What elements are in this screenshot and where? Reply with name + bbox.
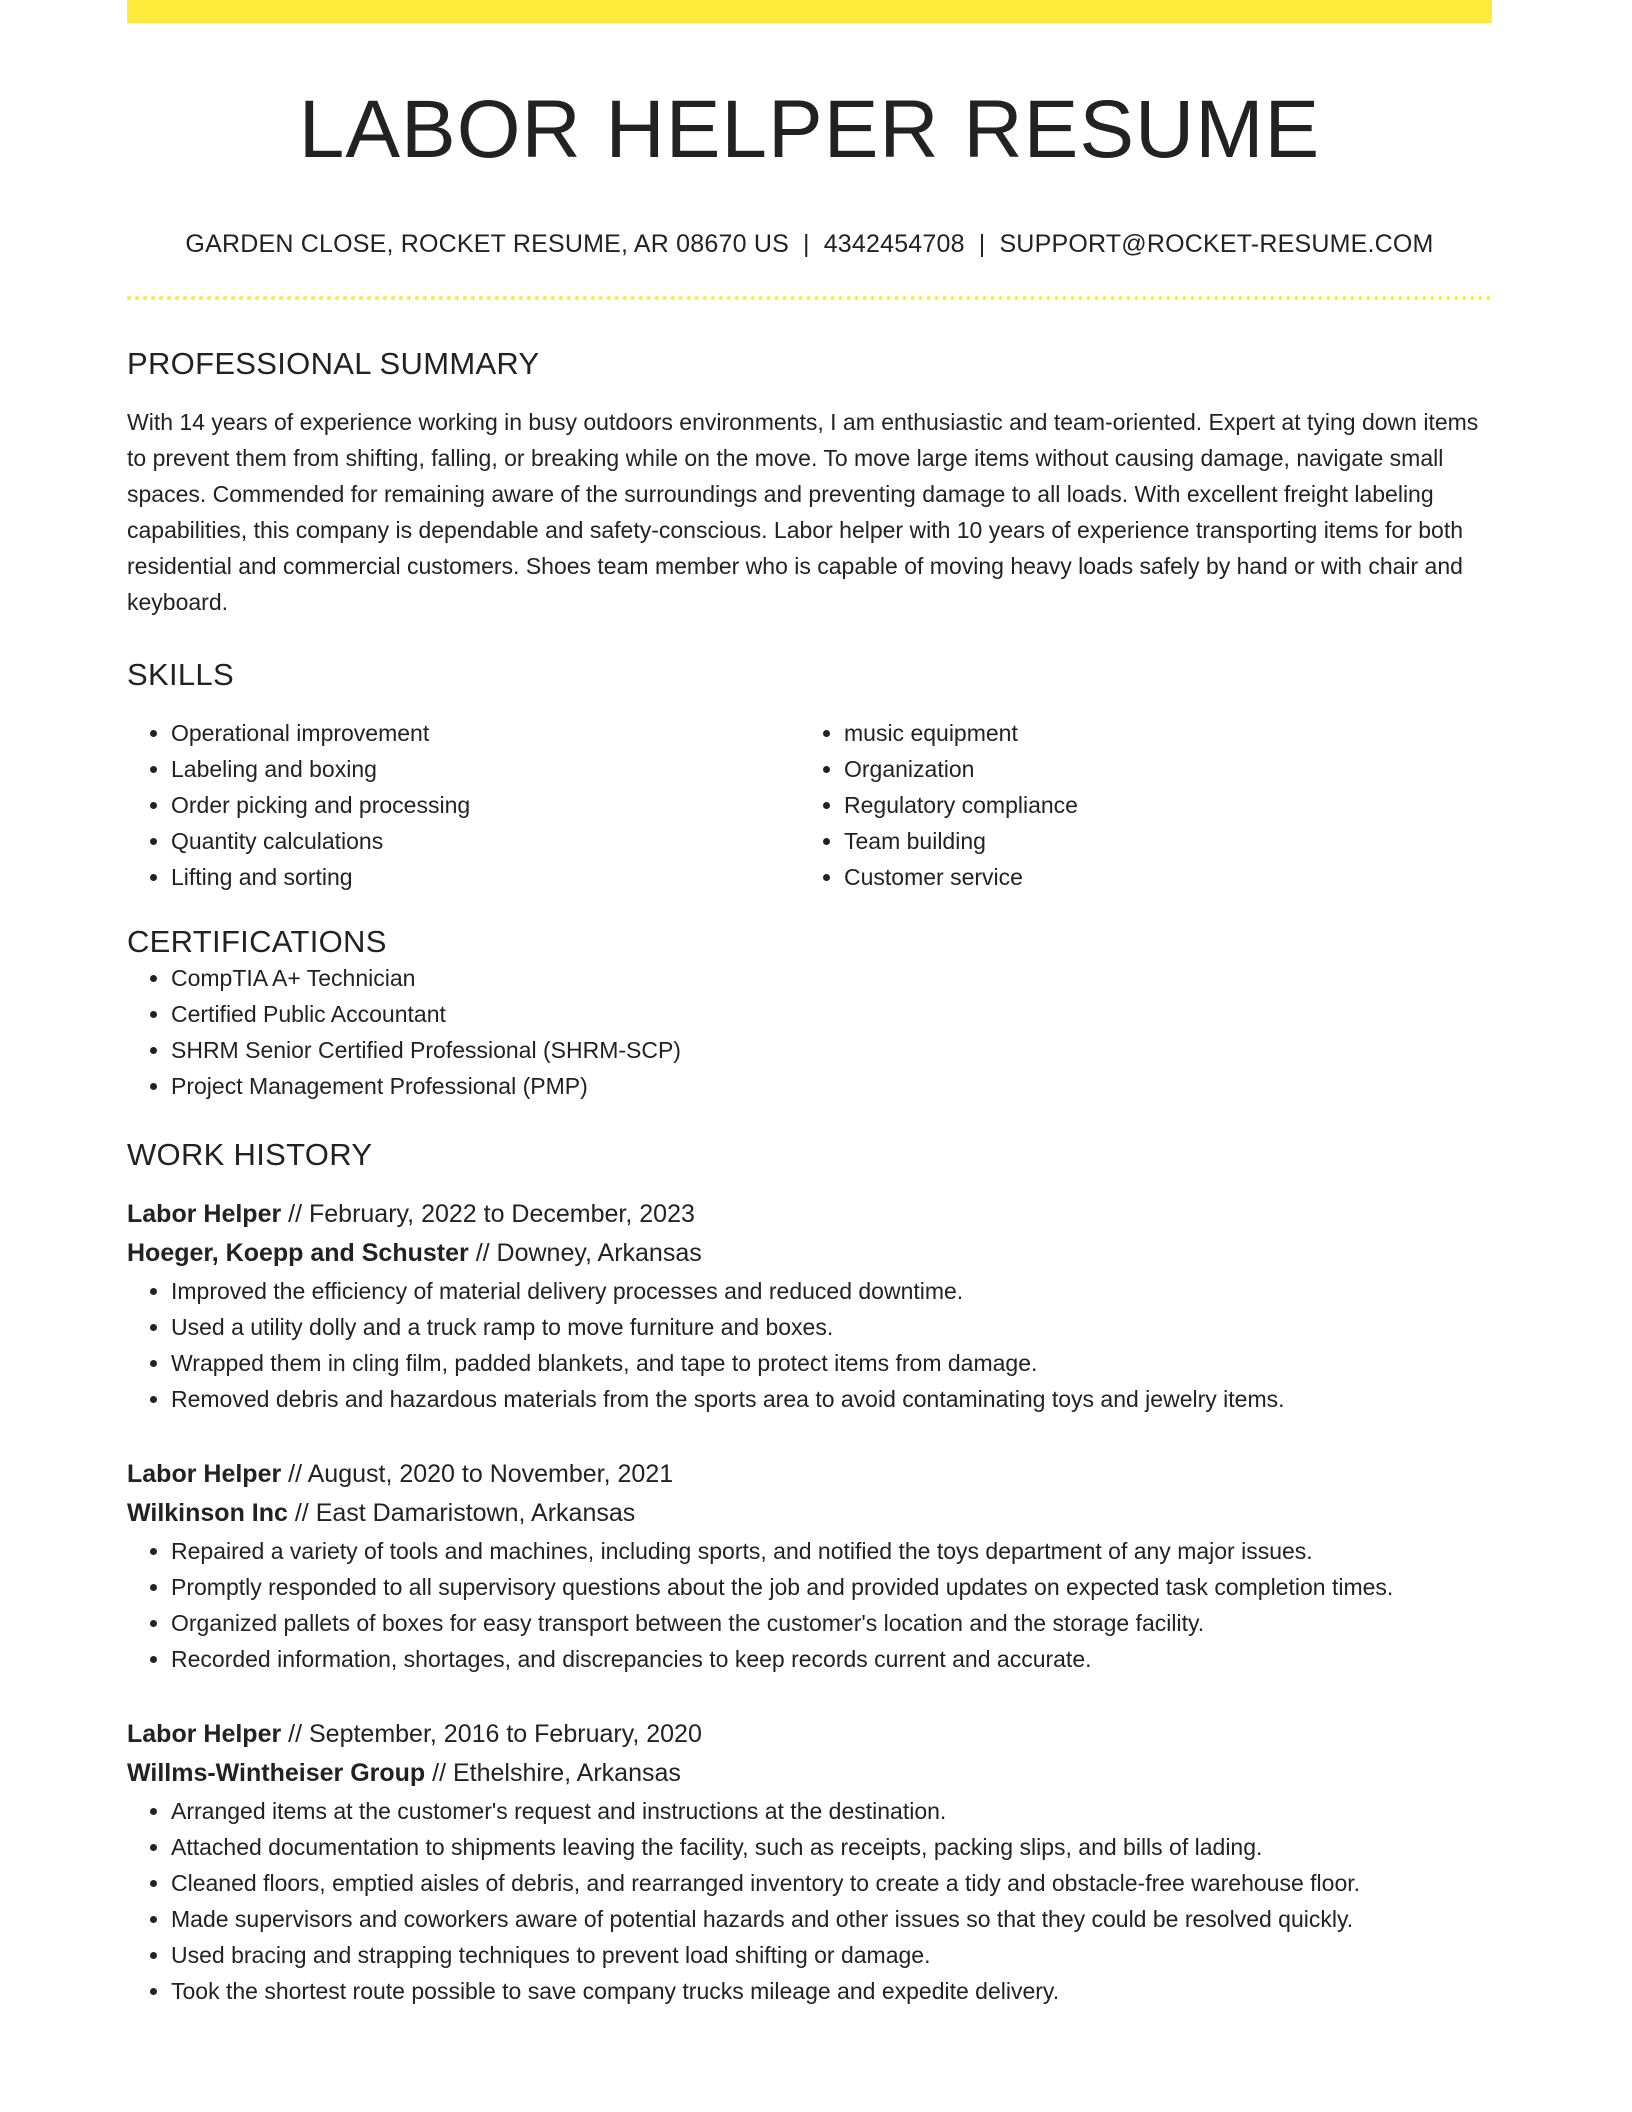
job-duty: • Repaired a variety of tools and machines, including sports, and notified the toys department of any major issues.	[171, 1533, 1492, 1569]
skills-column-left	[127, 715, 800, 895]
contact-email: SUPPORT@ROCKET-RESUME.COM	[999, 230, 1434, 259]
job-entry	[127, 1715, 1492, 2009]
job-separator: //	[468, 1238, 497, 1267]
certification-item: • Certified Public Accountant	[171, 996, 1492, 1032]
skill-item: • Operational improvement	[171, 715, 800, 751]
job-location: East Damaristown, Arkansas	[315, 1498, 636, 1527]
job-company: Willms-Wintheiser Group	[127, 1758, 426, 1787]
job-title: Labor Helper	[127, 1459, 282, 1488]
skill-item: • Labeling and boxing	[171, 751, 800, 787]
job-duty: • Attached documentation to shipments leaving the facility, such as receipts, packing slips, and bills of lading.	[171, 1829, 1492, 1865]
skill-item: • music equipment	[844, 715, 1473, 751]
contact-phone: 4342454708	[823, 230, 965, 259]
resume-page	[127, 0, 1492, 2009]
job-duty: • Used a utility dolly and a truck ramp to move furniture and boxes.	[171, 1309, 1492, 1345]
job-company: Hoeger, Koepp and Schuster	[127, 1238, 469, 1267]
job-separator: //	[425, 1758, 453, 1787]
job-company-line	[127, 1234, 1492, 1273]
job-dates: February, 2022 to December, 2023	[309, 1199, 695, 1228]
job-company: Wilkinson Inc	[127, 1498, 288, 1527]
job-duty: • Organized pallets of boxes for easy transport between the customer's location and the storage facility.	[171, 1605, 1492, 1641]
skill-item: • Order picking and processing	[171, 787, 800, 823]
certification-item: • CompTIA A+ Technician	[171, 960, 1492, 996]
job-title-line	[127, 1715, 1492, 1754]
job-duty: • Made supervisors and coworkers aware of potential hazards and other issues so that they could be resolved quickly.	[171, 1901, 1492, 1937]
skills-list-left	[127, 715, 800, 895]
skill-item: • Organization	[844, 751, 1473, 787]
job-separator: //	[281, 1199, 309, 1228]
job-duty: • Recorded information, shortages, and discrepancies to keep records current and accurate.	[171, 1641, 1492, 1677]
work-history-heading: WORK HISTORY	[127, 1136, 373, 1172]
job-separator: //	[281, 1719, 309, 1748]
skill-item: • Customer service	[844, 859, 1473, 895]
skills-list-right	[800, 715, 1473, 895]
skills-column-right	[800, 715, 1473, 895]
job-duty: • Took the shortest route possible to save company trucks mileage and expedite delivery.	[171, 1973, 1492, 2009]
contact-separator: |	[978, 230, 986, 259]
skill-item: • Regulatory compliance	[844, 787, 1473, 823]
summary-text: With 14 years of experience working in busy outdoors environments, I am enthusiastic and team-oriented. Expert at tying down items to prevent them from shifting, falling, or breaking while on the move. To move large items without causing damage, navigate small spaces. Commended for remaining aware of the surroundings and preventing damage to all loads. With excellent freight labeling capabilities, this company is dependable and safety-conscious. Labor helper with 10 years of experience transporting items for both residential and commercial customers. Shoes team member who is capable of moving heavy loads safely by hand or with chair and keyboard.	[127, 409, 1479, 616]
job-title-line	[127, 1455, 1492, 1494]
job-duty: • Promptly responded to all supervisory questions about the job and provided updates on expected task completion times.	[171, 1569, 1492, 1605]
job-company-line	[127, 1754, 1492, 1793]
job-duty: • Removed debris and hazardous materials from the sports area to avoid contaminating toys and jewelry items.	[171, 1381, 1492, 1417]
job-dates: August, 2020 to November, 2021	[307, 1459, 674, 1488]
job-separator: //	[281, 1459, 308, 1488]
job-duty: • Wrapped them in cling film, padded blankets, and tape to protect items from damage.	[171, 1345, 1492, 1381]
job-location: Ethelshire, Arkansas	[452, 1758, 681, 1787]
skills-grid	[127, 715, 1492, 895]
resume-title: LABOR HELPER RESUME	[298, 84, 1321, 175]
job-title-line	[127, 1195, 1492, 1234]
job-separator: //	[287, 1498, 316, 1527]
job-duties-list	[127, 1793, 1492, 2009]
job-duties-list	[127, 1533, 1492, 1677]
summary-heading: PROFESSIONAL SUMMARY	[127, 346, 540, 382]
contact-address: GARDEN CLOSE, ROCKET RESUME, AR 08670 US	[185, 230, 789, 259]
job-duty: • Arranged items at the customer's request and instructions at the destination.	[171, 1793, 1492, 1829]
job-company-line	[127, 1494, 1492, 1533]
contact-separator: |	[802, 230, 810, 259]
skill-item: • Team building	[844, 823, 1473, 859]
skill-item: • Lifting and sorting	[171, 859, 800, 895]
job-location: Downey, Arkansas	[496, 1238, 702, 1267]
job-duty: • Used bracing and strapping techniques to prevent load shifting or damage.	[171, 1937, 1492, 1973]
certifications-list	[127, 960, 1492, 1104]
job-duty: • Improved the efficiency of material delivery processes and reduced downtime.	[171, 1273, 1492, 1309]
job-entry	[127, 1455, 1492, 1677]
contact-line	[127, 229, 1492, 259]
certification-item: • Project Management Professional (PMP)	[171, 1068, 1492, 1104]
certification-item: • SHRM Senior Certified Professional (SHRM-SCP)	[171, 1032, 1492, 1068]
job-entry	[127, 1195, 1492, 1417]
job-duty: • Cleaned floors, emptied aisles of debris, and rearranged inventory to create a tidy and obstacle-free warehouse floor.	[171, 1865, 1492, 1901]
job-title: Labor Helper	[127, 1719, 282, 1748]
skills-heading: SKILLS	[127, 657, 234, 693]
job-duties-list	[127, 1273, 1492, 1417]
skill-item: • Quantity calculations	[171, 823, 800, 859]
job-dates: September, 2016 to February, 2020	[309, 1719, 702, 1748]
accent-top-bar	[127, 0, 1492, 23]
certifications-heading: CERTIFICATIONS	[127, 923, 387, 959]
header-divider	[127, 296, 1492, 300]
job-title: Labor Helper	[127, 1199, 282, 1228]
